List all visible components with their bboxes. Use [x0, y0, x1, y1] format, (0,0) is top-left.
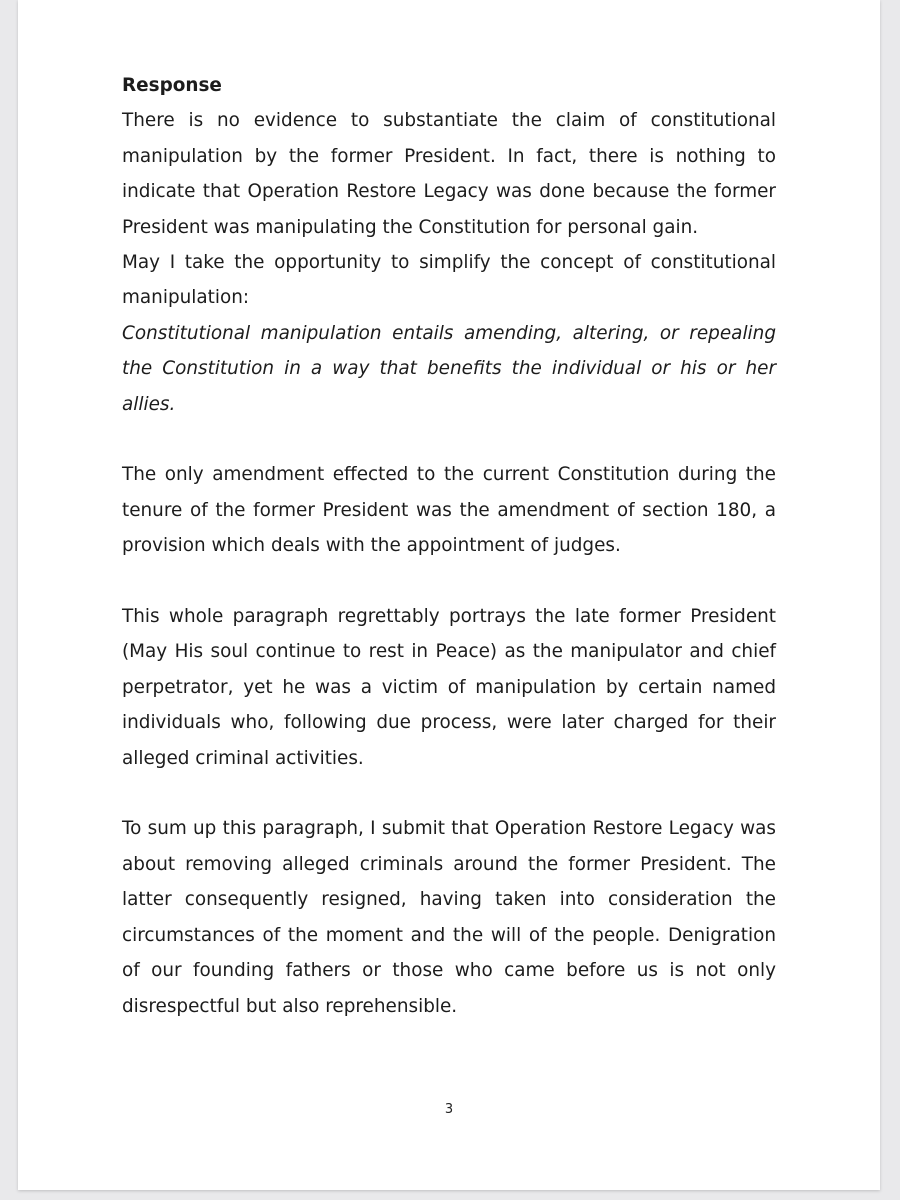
paragraph-no-evidence: There is no evidence to substantiate the claim of constitutional manipulation by the former President. In fact, there is nothing to indicate that Operation Restore Legacy was done because the former President was manipulating the Constitution for personal gain. [122, 110, 776, 238]
paragraph-definition: Constitutional manipulation entails amending, altering, or repealing the Constitution in a way that benefits the individual or his or her allies. [122, 322, 776, 415]
section-heading: Response [122, 75, 222, 96]
document-page [18, 0, 880, 1190]
paragraph-amendment: The only amendment effected to the current Constitution during the tenure of the former President was the amendment of section 180, a provision which deals with the appointment of judges. [122, 464, 776, 557]
page-number: 3 [444, 1102, 454, 1117]
page-body [122, 68, 776, 1024]
paragraph-victim: This whole paragraph regrettably portrays the late former President (May His soul continue to rest in Peace) as the manipulator and chief perpetrator, yet he was a victim of manipulation by certain named individuals who, following due process, were later charged for their alleged criminal activities. [122, 606, 776, 769]
paragraph-summary: To sum up this paragraph, I submit that Operation Restore Legacy was about removing alleged criminals around the former President. The latter consequently resigned, having taken into consideration the circumstances of the moment and the will of the people. Denigration of our founding fathers or those who came before us is not only disrespectful but also reprehensible. [122, 818, 776, 1017]
paragraph-simplify-concept: May I take the opportunity to simplify the concept of constitutional manipulation: [122, 252, 776, 309]
